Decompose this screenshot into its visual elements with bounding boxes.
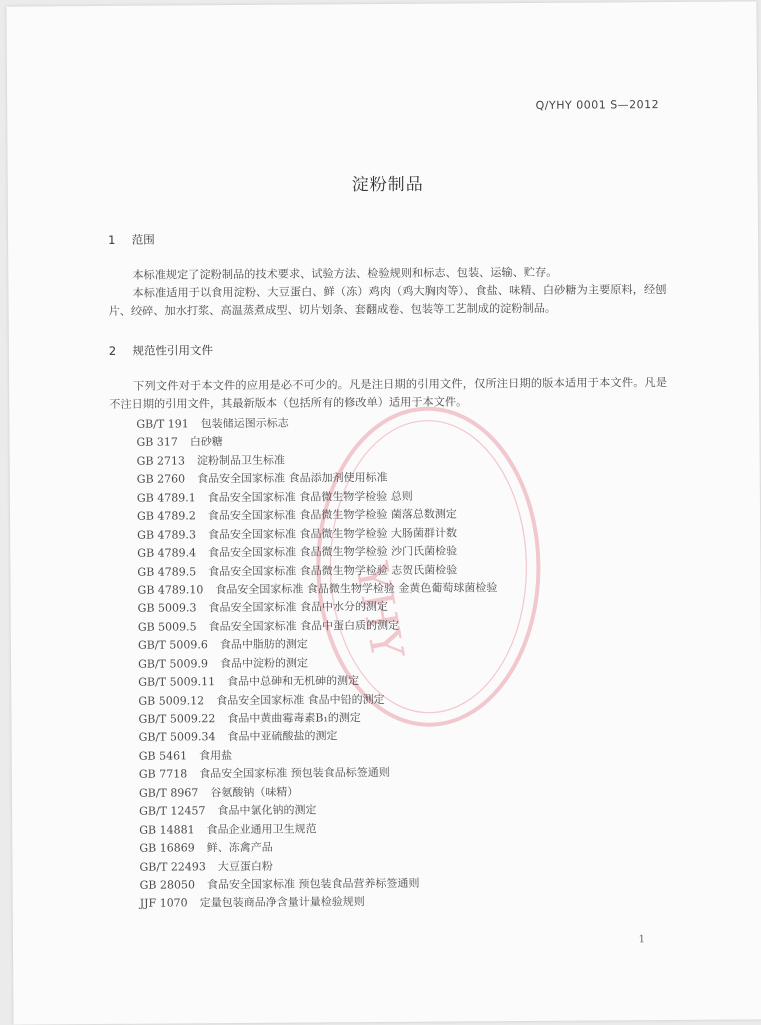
reference-item — [139, 745, 499, 766]
reference-item — [139, 837, 499, 858]
reference-item — [136, 413, 496, 434]
reference-code: GB 4789.4 — [137, 546, 197, 560]
reference-list — [136, 413, 499, 913]
reference-title: 食品安全国家标准 食品微生物学检验 金黄色葡萄球菌检验 — [215, 581, 498, 597]
reference-title: 食品中脂肪的测定 — [219, 637, 308, 652]
reference-item — [137, 542, 497, 563]
reference-item — [138, 653, 498, 674]
document-title: 淀粉制品 — [351, 174, 424, 196]
reference-code: GB 4789.3 — [137, 527, 197, 542]
reference-title: 定量包装商品净含量计量检验规则 — [199, 895, 365, 910]
reference-title: 食品安全国家标准 食品中水分的测定 — [208, 600, 389, 615]
reference-title: 食品安全国家标准 食品中蛋白质的测定 — [208, 618, 400, 634]
reference-code: GB 5009.12 — [138, 693, 205, 708]
section-2-title: 规范性引用文件 — [132, 343, 214, 358]
reference-item — [139, 856, 499, 877]
document-page — [6, 1, 761, 1024]
reference-title: 食品安全国家标准 食品微生物学检验 志贺氏菌检验 — [208, 562, 458, 578]
reference-code: GB 5009.3 — [137, 601, 197, 616]
reference-item — [137, 487, 497, 508]
reference-title: 食品中总砷和无机砷的测定 — [227, 674, 360, 689]
reference-title: 食品企业通用卫生规范 — [206, 822, 317, 836]
reference-item — [139, 727, 499, 748]
reference-item — [137, 469, 497, 490]
references-intro: 下列文件对于本文件的应用是必不可少的。凡是注日期的引用文件，仅所注日期的版本适用于本文件。凡是不注日期的引用文件，其最新版本（包括所有的修改单）适用于本文件。 — [109, 376, 668, 411]
scope-paragraph-1: 本标准规定了淀粉制品的技术要求、试验方法、检验规则和标志、包装、运输、贮存。 — [132, 265, 558, 282]
reference-item — [137, 579, 497, 600]
reference-code: GB 2713 — [136, 454, 186, 468]
reference-title: 食品安全国家标准 预包装食品标签通则 — [199, 766, 390, 781]
reference-item — [140, 874, 500, 895]
reference-item — [138, 616, 498, 637]
reference-code: GB 28050 — [139, 878, 196, 892]
reference-title: 食品中黄曲霉毒素B₁的测定 — [227, 711, 361, 726]
reference-code: GB 4789.10 — [137, 583, 204, 597]
reference-code: GB/T 5009.22 — [138, 712, 216, 726]
reference-code: GB/T 5009.9 — [138, 656, 208, 671]
reference-title: 包装储运图示标志 — [200, 416, 289, 431]
standard-code: Q/YHY 0001 S—2012 — [535, 98, 660, 112]
reference-item — [137, 524, 497, 545]
reference-code: GB/T 191 — [136, 417, 189, 431]
reference-title: 食品中亚硫酸盐的测定 — [227, 729, 338, 744]
reference-title: 食品安全国家标准 食品微生物学检验 总则 — [207, 489, 413, 504]
reference-code: GB/T 5009.11 — [138, 675, 216, 689]
reference-code: GB 4789.5 — [137, 564, 197, 579]
reference-code: GB 5009.5 — [137, 620, 197, 634]
reference-title: 淀粉制品卫生标准 — [196, 453, 286, 468]
reference-code: GB 5461 — [138, 749, 188, 763]
section-2-heading — [109, 342, 213, 359]
reference-code: GB 16869 — [139, 841, 195, 855]
section-1-title: 范围 — [131, 232, 155, 247]
reference-code: GB/T 22493 — [139, 859, 206, 874]
reference-code: GB/T 5009.6 — [137, 638, 208, 652]
reference-item — [137, 505, 497, 526]
reference-item — [140, 893, 500, 914]
reference-title: 食品安全国家标准 食品微生物学检验 菌落总数测定 — [207, 507, 457, 523]
section-1-heading — [108, 232, 155, 248]
reference-title: 食品安全国家标准 食品微生物学检验 大肠菌群计数 — [207, 526, 458, 541]
reference-item — [139, 800, 499, 821]
reference-item — [138, 598, 498, 619]
reference-title: 食品安全国家标准 食品中铅的测定 — [216, 692, 385, 707]
scope-paragraph-2: 本标准适用于以食用淀粉、大豆蛋白、鲜（冻）鸡肉（鸡大胸肉等）、食盐、味精、白砂糖为主要原料，经刨片、绞碎、加水打浆、高温蒸煮成型、切片划条、套翻成卷、包装等工艺制成的淀粉制品。 — [108, 283, 667, 318]
reference-title: 食品安全国家标准 预包装食品营养标签通则 — [206, 876, 420, 892]
reference-item — [138, 671, 498, 692]
reference-code: GB 2760 — [136, 472, 186, 487]
reference-code: GB 4789.1 — [136, 491, 196, 505]
reference-item — [136, 432, 496, 453]
reference-code: GB/T 8967 — [138, 786, 199, 800]
svg-text:YHY: YHY — [345, 558, 413, 663]
page-number: 1 — [638, 934, 646, 946]
reference-code: GB 317 — [136, 435, 178, 450]
reference-item — [138, 690, 498, 711]
section-1-number: 1 — [108, 232, 116, 247]
reference-code: GB/T 12457 — [139, 804, 206, 818]
reference-title: 白砂糖 — [189, 435, 223, 449]
reference-title: 食品中淀粉的测定 — [219, 656, 308, 670]
reference-item — [137, 561, 497, 582]
reference-item — [139, 764, 499, 785]
reference-title: 食品中氯化钠的测定 — [217, 803, 317, 818]
reference-title: 食品安全国家标准 食品添加剂使用标准 — [197, 471, 388, 486]
reference-title: 谷氨酸钠（味精） — [210, 785, 299, 799]
reference-code: GB 7718 — [138, 767, 188, 782]
reference-code: GB 4789.2 — [136, 509, 196, 523]
reference-title: 鲜、冻禽产品 — [206, 840, 273, 855]
reference-title: 食用盐 — [199, 748, 233, 763]
reference-code: GB 14881 — [139, 822, 195, 837]
reference-title: 食品安全国家标准 食品微生物学检验 沙门氏菌检验 — [208, 544, 458, 560]
section-2-number: 2 — [108, 343, 117, 358]
reference-title: 大豆蛋白粉 — [217, 859, 273, 873]
reference-item — [138, 634, 498, 655]
reference-code: JJF 1070 — [139, 896, 188, 911]
reference-item — [137, 450, 497, 471]
reference-item — [139, 782, 499, 803]
reference-item — [138, 708, 498, 729]
reference-item — [139, 819, 499, 840]
reference-code: GB/T 5009.34 — [138, 730, 216, 745]
